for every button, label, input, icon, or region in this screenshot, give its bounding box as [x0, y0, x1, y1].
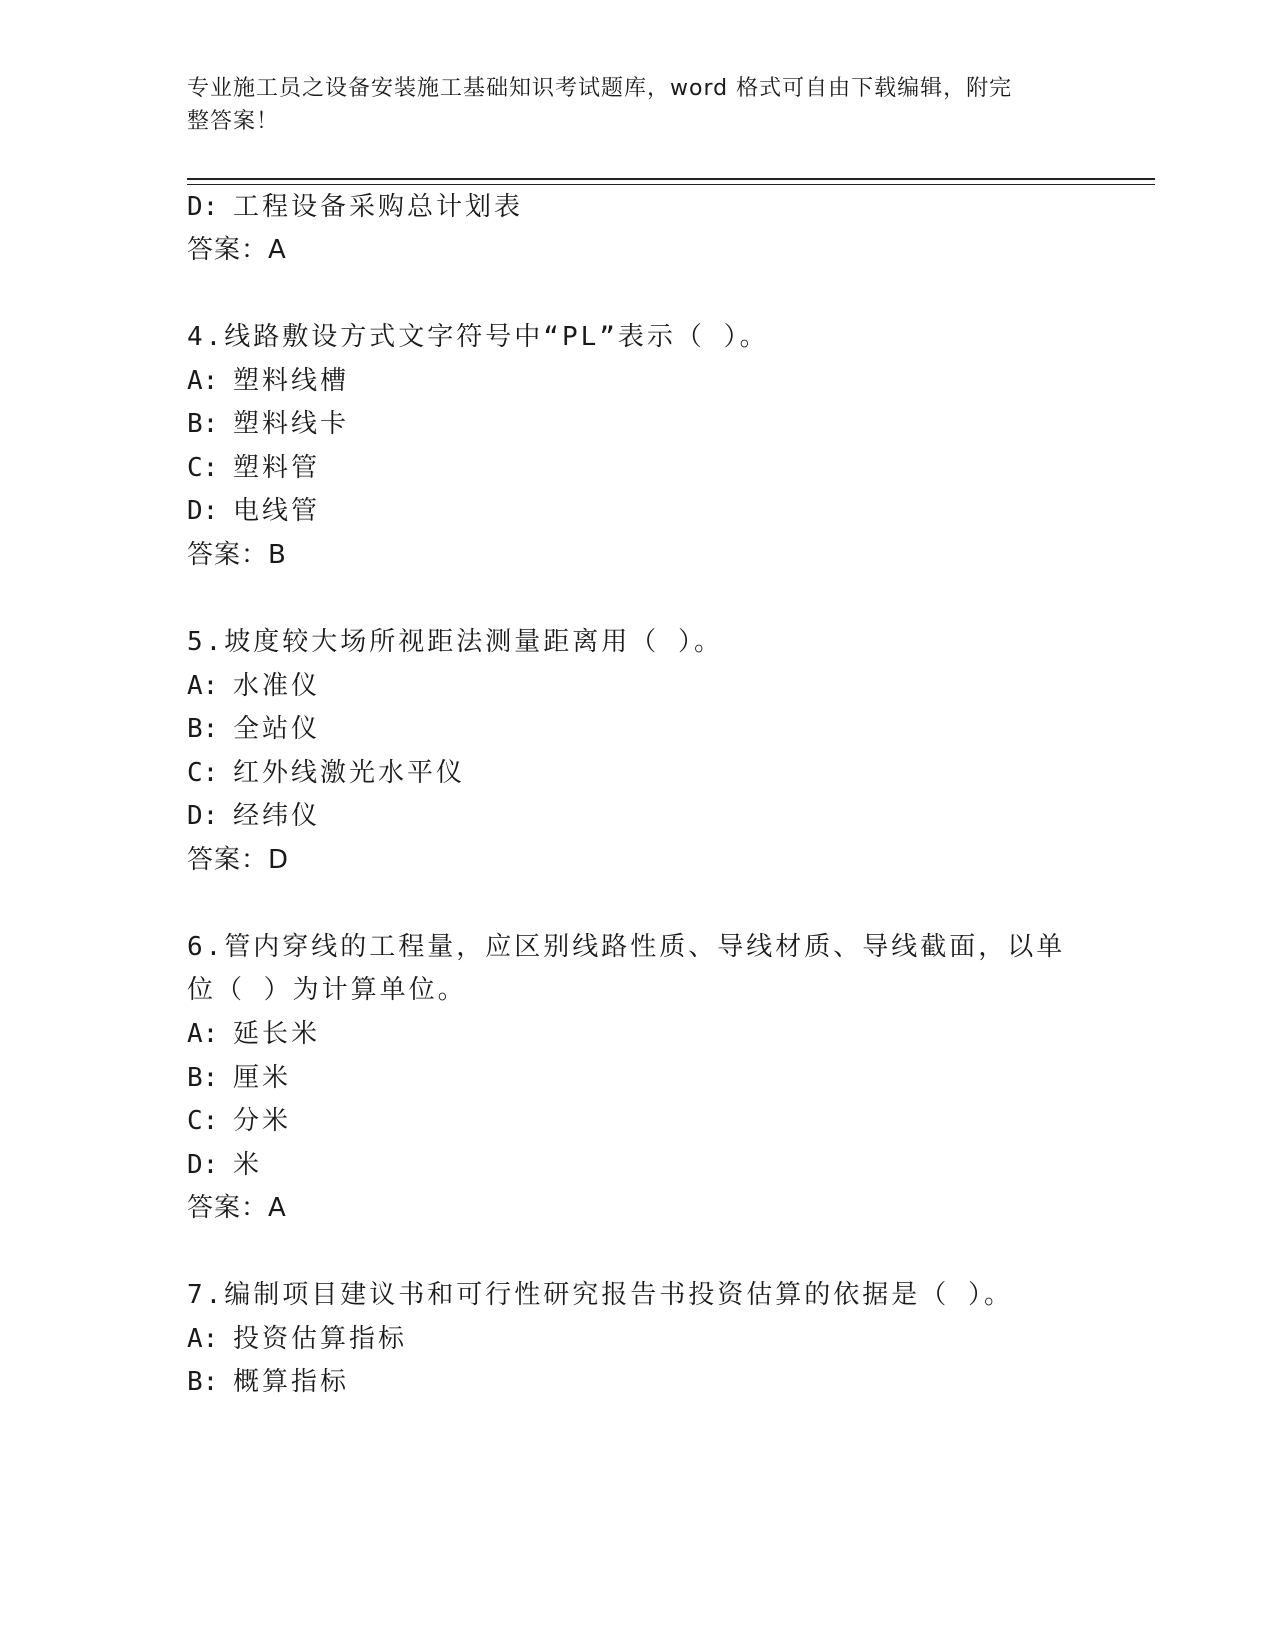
q6-option-a [187, 1016, 320, 1052]
option-key: A: [187, 671, 219, 701]
q5-option-c [187, 755, 465, 791]
q6-option-c [187, 1103, 291, 1139]
option-text: 塑料线卡 [233, 409, 350, 439]
q5-option-a [187, 668, 320, 704]
option-text: 概算指标 [233, 1367, 350, 1397]
option-key: C: [187, 758, 219, 788]
option-text: 米 [233, 1150, 263, 1180]
option-key: D: [187, 496, 219, 526]
option-text: 经纬仪 [233, 801, 321, 831]
header-line-2: 整答案！ [187, 109, 280, 134]
q4-option-b [187, 406, 349, 442]
q5-option-b [187, 711, 320, 747]
option-key: B: [187, 1367, 219, 1397]
option-text: 全站仪 [233, 714, 321, 744]
document-header [187, 72, 1067, 138]
q6-stem-line-2: 位（ ）为计算单位。 [187, 975, 467, 1005]
option-key: C: [187, 453, 219, 483]
option-text: 电线管 [233, 496, 321, 526]
q4-option-c [187, 450, 320, 486]
q4-option-a [187, 363, 349, 399]
option-key: A: [187, 1019, 219, 1049]
header-divider-thin [187, 184, 1155, 185]
option-key: B: [187, 714, 219, 744]
option-text: 塑料管 [233, 453, 321, 483]
q4-answer: 答案：B [187, 540, 287, 570]
option-key: D: [187, 801, 219, 831]
option-text: 分米 [233, 1106, 292, 1136]
option-text: 延长米 [233, 1019, 321, 1049]
option-key: D: [187, 192, 219, 222]
option-text: 投资估算指标 [233, 1324, 408, 1354]
option-key: C: [187, 1106, 219, 1136]
option-key: B: [187, 409, 219, 439]
option-text: 工程设备采购总计划表 [233, 192, 524, 222]
header-line-1: 专业施工员之设备安装施工基础知识考试题库，word 格式可自由下载编辑，附完 [187, 76, 1013, 101]
option-text: 水准仪 [233, 671, 321, 701]
q5-answer: 答案：D [187, 845, 290, 875]
q6-stem-line-1: 6.管内穿线的工程量，应区别线路性质、导线材质、导线截面，以单 [187, 932, 1066, 962]
q3-answer: 答案：A [187, 235, 287, 265]
q7-option-b [187, 1364, 349, 1400]
option-key: B: [187, 1063, 219, 1093]
q3-option-d [187, 189, 523, 225]
q6-option-d [187, 1147, 262, 1183]
q5-option-d [187, 798, 320, 834]
option-text: 厘米 [233, 1063, 292, 1093]
option-key: D: [187, 1150, 219, 1180]
option-key: A: [187, 366, 219, 396]
q6-answer: 答案：A [187, 1193, 287, 1223]
q4-option-d [187, 493, 320, 529]
q4-stem: 4.线路敷设方式文字符号中“PL”表示（ ）。 [187, 322, 769, 352]
q6-option-b [187, 1060, 291, 1096]
option-key: A: [187, 1324, 219, 1354]
q5-stem: 5.坡度较大场所视距法测量距离用（ ）。 [187, 627, 723, 657]
q7-option-a [187, 1321, 407, 1357]
q7-stem: 7.编制项目建议书和可行性研究报告书投资估算的依据是（ ）。 [187, 1280, 1013, 1310]
option-text: 红外线激光水平仪 [233, 758, 466, 788]
option-text: 塑料线槽 [233, 366, 350, 396]
header-divider-thick [187, 178, 1155, 180]
